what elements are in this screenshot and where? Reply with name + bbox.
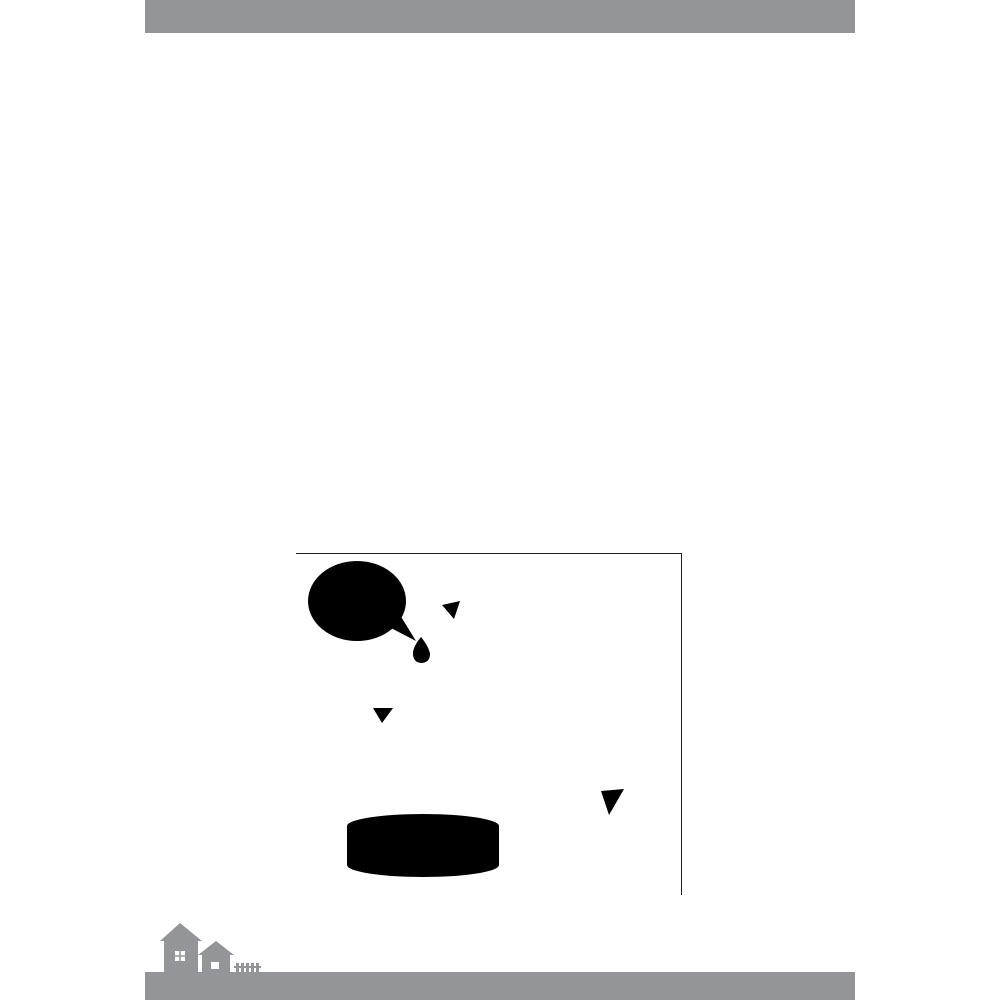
machine-arrow-head xyxy=(442,601,460,619)
money-bubble xyxy=(308,561,416,641)
header-bar xyxy=(145,0,855,33)
machine-arrow xyxy=(436,611,451,648)
house-icon xyxy=(158,921,262,973)
footer-bar xyxy=(145,972,855,1000)
material-arrow xyxy=(383,670,406,711)
market-cylinder xyxy=(347,814,499,877)
6m-diagram xyxy=(296,553,682,895)
man-arrow-head xyxy=(601,789,624,815)
material-arrow-head xyxy=(373,708,393,723)
diagram-graphics xyxy=(296,553,682,895)
body-text xyxy=(232,88,774,122)
money-drop xyxy=(413,637,430,663)
man-arrow xyxy=(542,687,615,793)
